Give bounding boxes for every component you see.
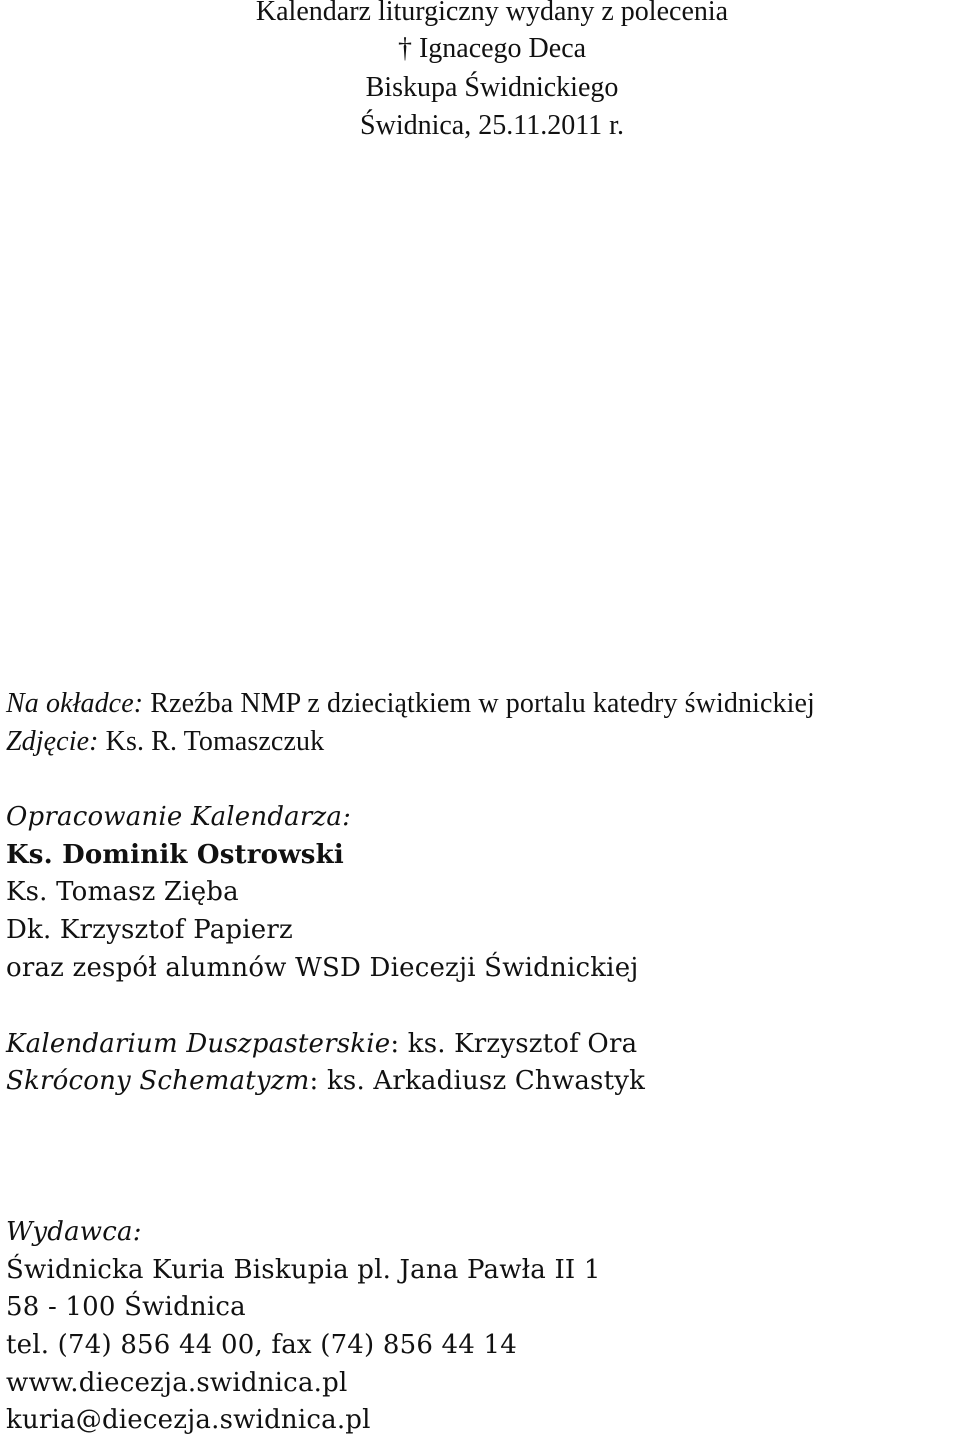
publisher-name: Świdnicka Kuria Biskupia pl. Jana Pawła II 1 — [6, 1255, 601, 1285]
header-line-bishop: † Ignacego Deca — [397, 33, 587, 64]
header-line-title: Kalendarz liturgiczny wydany z polecenia — [255, 0, 729, 27]
calendarium-label: Kalendarium Duszpasterskie — [6, 1029, 391, 1059]
publisher-phone: tel. (74) 856 44 00, fax (74) 856 44 14 — [6, 1330, 517, 1360]
photo-line — [6, 726, 324, 758]
cover-text: Rzeźba NMP z dzieciątkiem w portalu katedry świdnickiej — [150, 688, 815, 719]
cover-label: Na okładce: — [6, 688, 144, 719]
editors-lead: Ks. Dominik Ostrowski — [6, 840, 344, 870]
calendarium-text: : ks. Krzysztof Ora — [390, 1029, 638, 1059]
editors-label: Opracowanie Kalendarza: — [6, 802, 352, 832]
photo-text: Ks. R. Tomaszczuk — [105, 726, 325, 757]
schematism-line — [6, 1066, 645, 1096]
header-line-date: Świdnica, 25.11.2011 r. — [360, 110, 624, 141]
schematism-label: Skrócony Schematyzm — [6, 1066, 310, 1096]
publisher-label: Wydawca: — [6, 1217, 142, 1247]
editor-person: Ks. Tomasz Zięba — [6, 877, 239, 907]
publisher-email[interactable]: kuria@diecezja.swidnica.pl — [6, 1405, 371, 1435]
cover-line — [6, 688, 815, 720]
schematism-text: : ks. Arkadiusz Chwastyk — [309, 1066, 646, 1096]
publisher-city: 58 - 100 Świdnica — [6, 1292, 246, 1322]
publisher-website[interactable]: www.diecezja.swidnica.pl — [6, 1368, 348, 1398]
editor-person: Dk. Krzysztof Papierz — [6, 915, 293, 945]
editor-person: oraz zespół alumnów WSD Diecezji Świdnickiej — [6, 953, 639, 983]
header-line-diocese: Biskupa Świdnickiego — [365, 72, 619, 103]
calendarium-line — [6, 1029, 637, 1059]
photo-label: Zdjęcie: — [6, 726, 99, 757]
